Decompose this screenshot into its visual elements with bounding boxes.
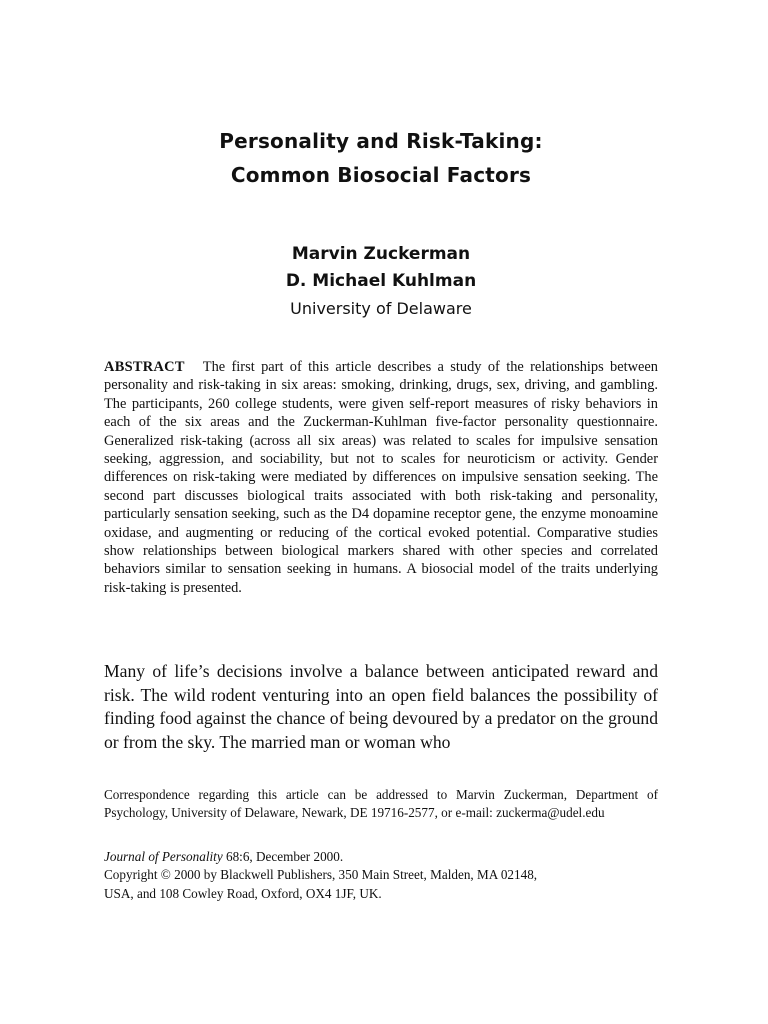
journal-name: Journal of Personality [104,849,223,864]
body-paragraph: Many of life’s decisions involve a balance between anticipated reward and risk. The wild rodent venturing into an open field balances the possibility of finding food against the chance of being devoured by a predator on the ground or from the sky. The married man or woman who [104,661,658,752]
abstract-text: The first part of this article describes a study of the relationships between personality and risk-taking in six areas: smoking, drinking, drugs, sex, driving, and gambling. The participants, 260 college students, were given self-report measures of risky behaviors in each of the six areas and the Zuckerman-Kuhlman five-factor personality questionnaire. Generalized risk-taking (across all six areas) was related to scales for impulsive sensation seeking, aggression, and sociability, but not to scales for neuroticism or activity. Gender differences on risk-taking were mediated by differences on impulsive sensation seeking. The second part discusses biological traits associated with both risk-taking and personality, particularly sensation seeking, such as the D4 dopamine receptor gene, the enzyme monoamine oxidase, and augmenting or reducing of the cortical evoked potential. Comparative studies show relationships between biological markers shared with other species and correlated behaviors similar to sensation seeking in humans. A biosocial model of the traits underlying risk-taking is presented. [104,359,658,596]
title-line-1: Personality and Risk-Taking: [219,129,543,153]
author-affiliation: University of Delaware [290,299,472,318]
article-title [104,124,658,192]
correspondence-footnote: Correspondence regarding this article can be addressed to Marvin Zuckerman, Department of Psychology, University of Delaware, Newark, DE 19716-2577, or e-mail: zuckerma@udel.edu [104,787,658,821]
author-block [104,241,658,322]
title-line-2: Common Biosocial Factors [230,163,532,187]
abstract-paragraph [104,358,658,597]
author-name-2: D. Michael Kuhlman [285,271,477,291]
journal-citation [104,848,658,903]
abstract-label: ABSTRACT [104,359,185,375]
journal-issue: 68:6, December 2000. [225,849,344,864]
author-name-1: Marvin Zuckerman [291,244,471,264]
copyright-line-2: USA, and 108 Cowley Road, Oxford, OX4 1JF, UK. [104,885,382,901]
copyright-line-1: Copyright © 2000 by Blackwell Publishers, 350 Main Street, Malden, MA 02148, [104,867,538,883]
